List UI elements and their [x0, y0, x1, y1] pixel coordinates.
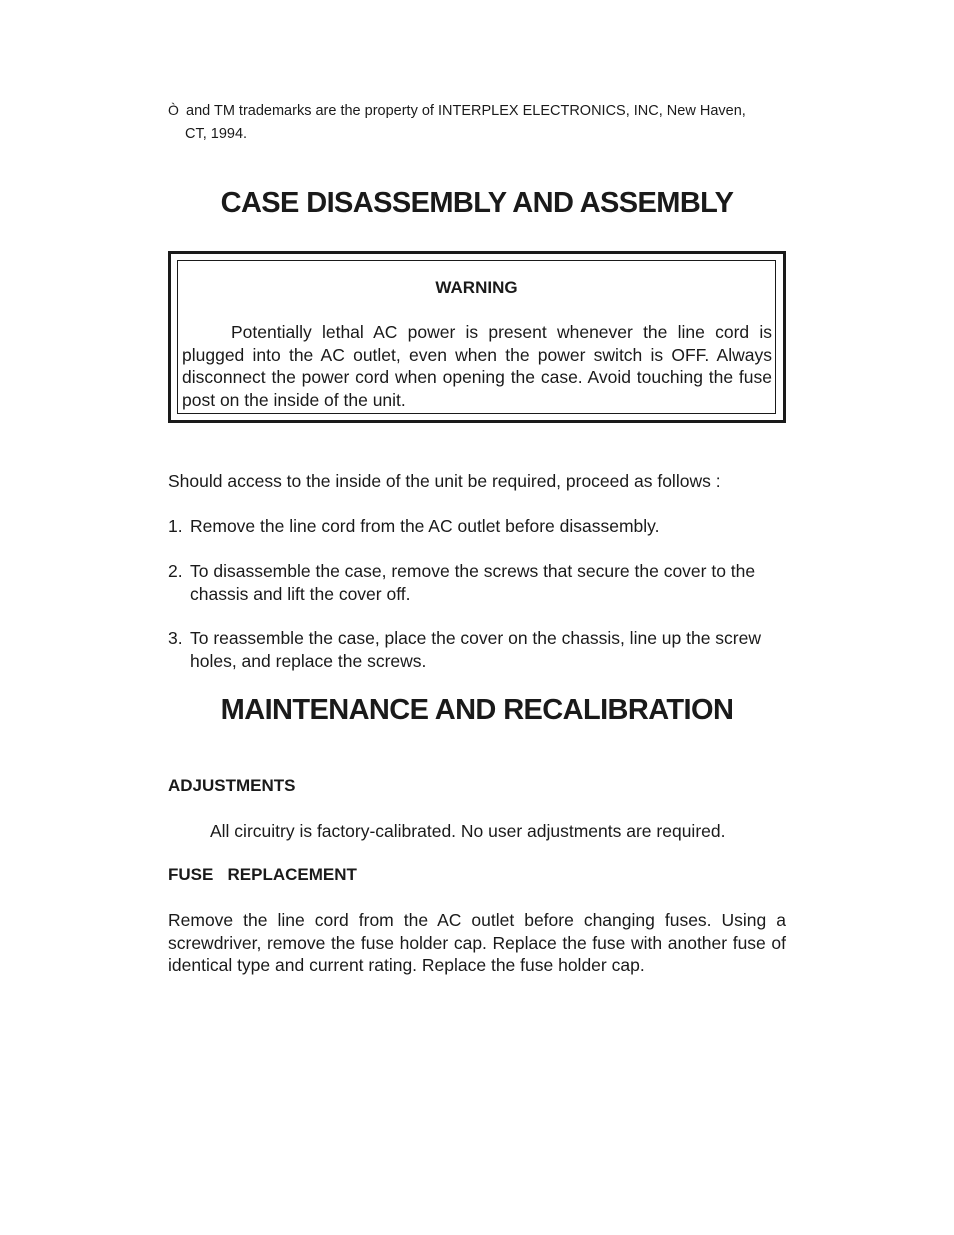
- warning-box: [168, 251, 786, 423]
- trademark-line-1: and TM trademarks are the property of INTERPLEX ELECTRONICS, INC, New Haven,: [186, 103, 746, 119]
- step-item: [168, 560, 786, 605]
- registered-trademark-symbol: Ò: [168, 102, 179, 118]
- warning-title: WARNING: [435, 278, 518, 297]
- warning-box-inner: [177, 260, 776, 414]
- maintenance-title: MAINTENANCE AND RECALIBRATION: [220, 694, 734, 726]
- trademark-notice: [168, 99, 788, 146]
- adjustments-text: All circuitry is factory-calibrated. No user adjustments are required.: [210, 821, 726, 841]
- access-intro: Should access to the inside of the unit be required, proceed as follows :: [168, 471, 721, 491]
- step-text: To reassemble the case, place the cover on the chassis, line up the screw holes, and replace the screws.: [190, 628, 761, 671]
- step-number: 3.: [168, 628, 183, 648]
- adjustments-heading: ADJUSTMENTS: [168, 776, 296, 795]
- step-text: Remove the line cord from the AC outlet before disassembly.: [190, 516, 660, 536]
- step-number: 2.: [168, 561, 183, 581]
- warning-text: Potentially lethal AC power is present whenever the line cord is plugged into the AC outlet, even when the power switch is OFF. Always disconnect the power cord when opening the case. Avoid touching the fuse post on the inside of the unit.: [182, 322, 772, 410]
- trademark-line-2: CT, 1994.: [185, 126, 248, 142]
- case-disassembly-title: CASE DISASSEMBLY AND ASSEMBLY: [220, 187, 734, 219]
- step-item: [168, 627, 786, 672]
- step-text: To disassemble the case, remove the screws that secure the cover to the chassis and lift the cover off.: [190, 561, 756, 604]
- step-item: [168, 515, 786, 538]
- step-number: 1.: [168, 516, 183, 536]
- warning-text-block: [182, 321, 772, 411]
- fuse-replacement-heading: FUSE REPLACEMENT: [168, 865, 357, 884]
- fuse-replacement-text: Remove the line cord from the AC outlet before changing fuses. Using a screwdriver, remove the fuse holder cap. Replace the fuse with another fuse of identical type and current rating. Replace the fuse holder cap.: [168, 910, 786, 975]
